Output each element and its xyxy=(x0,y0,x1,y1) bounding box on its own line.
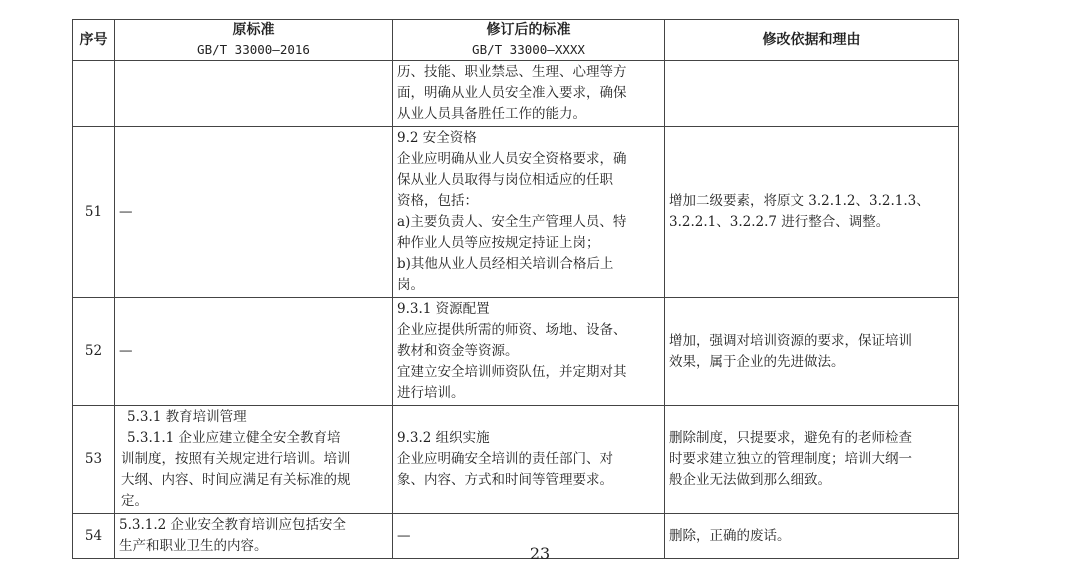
cell-line: a)主要负责人、安全生产管理人员、特 xyxy=(397,214,627,230)
header-reason: 修改依据和理由 xyxy=(665,20,959,61)
cell-original xyxy=(115,406,393,514)
cell-line: 5.3.1 教育培训管理 xyxy=(127,409,247,425)
cell-line: 时要求建立独立的管理制度；培训大纲一 xyxy=(669,451,912,467)
cell-line: 5.3.1.2 企业安全教育培训应包括安全 xyxy=(119,517,347,533)
header-revised xyxy=(393,20,665,61)
cell-line: 象、内容、方式和时间等管理要求。 xyxy=(397,472,613,488)
cell-line: 效果，属于企业的先进做法。 xyxy=(669,353,845,370)
cell-line: 生产和职业卫生的内容。 xyxy=(119,538,268,554)
row-number: 51 xyxy=(73,127,115,298)
cell-line: 企业应明确安全培训的责任部门、对 xyxy=(397,451,613,467)
cell-line: 种作业人员等应按规定持证上岗； xyxy=(397,235,600,251)
cell-line: 训制度，按照有关规定进行培训。培训 xyxy=(121,451,351,467)
header-revised-title: 修订后的标准 xyxy=(486,22,571,38)
table-body xyxy=(73,61,959,559)
cell-line: 增加，强调对培训资源的要求，保证培训 xyxy=(669,332,912,349)
cell-line: 大纲、内容、时间应满足有关标准的规 xyxy=(121,472,351,488)
cell-line: 资格，包括： xyxy=(397,193,478,209)
header-revised-std: GB/T 33000—XXXX xyxy=(472,42,585,57)
cell-line: 历、技能、职业禁忌、生理、心理等方 xyxy=(397,64,627,80)
cell-line: 宜建立安全培训师资队伍，并定期对其 xyxy=(397,364,627,380)
cell-revised xyxy=(393,298,665,406)
header-original xyxy=(115,20,393,61)
cell-line: 面，明确从业人员安全准入要求，确保 xyxy=(397,85,627,101)
revision-comparison-table xyxy=(72,19,959,559)
cell-line: 教材和资金等资源。 xyxy=(397,343,519,359)
cell-line: 保从业人员取得与岗位相适应的任职 xyxy=(397,172,613,188)
cell-line: 定。 xyxy=(121,493,148,509)
cell-line: 删除，正确的废话。 xyxy=(669,527,791,544)
row-number: 53 xyxy=(73,406,115,514)
table-header-row xyxy=(73,20,959,61)
cell-revised xyxy=(393,406,665,514)
cell-line: 企业应提供所需的师资、场地、设备、 xyxy=(397,322,627,338)
cell-line: 9.3.2 组织实施 xyxy=(397,430,490,446)
cell-reason xyxy=(665,298,959,406)
table-row xyxy=(73,406,959,514)
cell-line: 岗。 xyxy=(397,277,424,293)
cell-line: b)其他从业人员经相关培训合格后上 xyxy=(397,256,614,272)
row-number: 54 xyxy=(73,514,115,559)
cell-line: 增加二级要素，将原文 3.2.1.2、3.2.1.3、 xyxy=(669,193,930,209)
page-number: 23 xyxy=(529,544,551,563)
cell-reason xyxy=(665,406,959,514)
row-number xyxy=(73,61,115,127)
header-original-title: 原标准 xyxy=(232,22,275,38)
cell-line: — xyxy=(119,343,133,359)
header-original-std: GB/T 33000—2016 xyxy=(197,42,310,57)
cell-line: 9.2 安全资格 xyxy=(397,130,477,146)
cell-revised xyxy=(393,61,665,127)
cell-line: 从业人员具备胜任工作的能力。 xyxy=(397,106,586,122)
row-number: 52 xyxy=(73,298,115,406)
cell-original xyxy=(115,127,393,298)
cell-line: 9.3.1 资源配置 xyxy=(397,301,490,317)
cell-reason xyxy=(665,127,959,298)
cell-line: 3.2.2.1、3.2.2.7 进行整合、调整。 xyxy=(669,214,890,230)
cell-line: 删除制度，只提要求，避免有的老师检查 xyxy=(669,430,912,446)
table-row xyxy=(73,61,959,127)
table-row xyxy=(73,298,959,406)
header-num: 序号 xyxy=(73,20,115,61)
cell-line: 5.3.1.1 企业应建立健全安全教育培 xyxy=(127,430,341,446)
cell-line: — xyxy=(119,203,133,220)
cell-line: 企业应明确从业人员安全资格要求，确 xyxy=(397,151,627,167)
table-row xyxy=(73,127,959,298)
cell-original xyxy=(115,298,393,406)
cell-line: 般企业无法做到那么细致。 xyxy=(669,472,831,488)
cell-reason xyxy=(665,61,959,127)
cell-revised xyxy=(393,127,665,298)
cell-original xyxy=(115,61,393,127)
cell-line: — xyxy=(397,527,411,544)
cell-line: 进行培训。 xyxy=(397,385,465,401)
